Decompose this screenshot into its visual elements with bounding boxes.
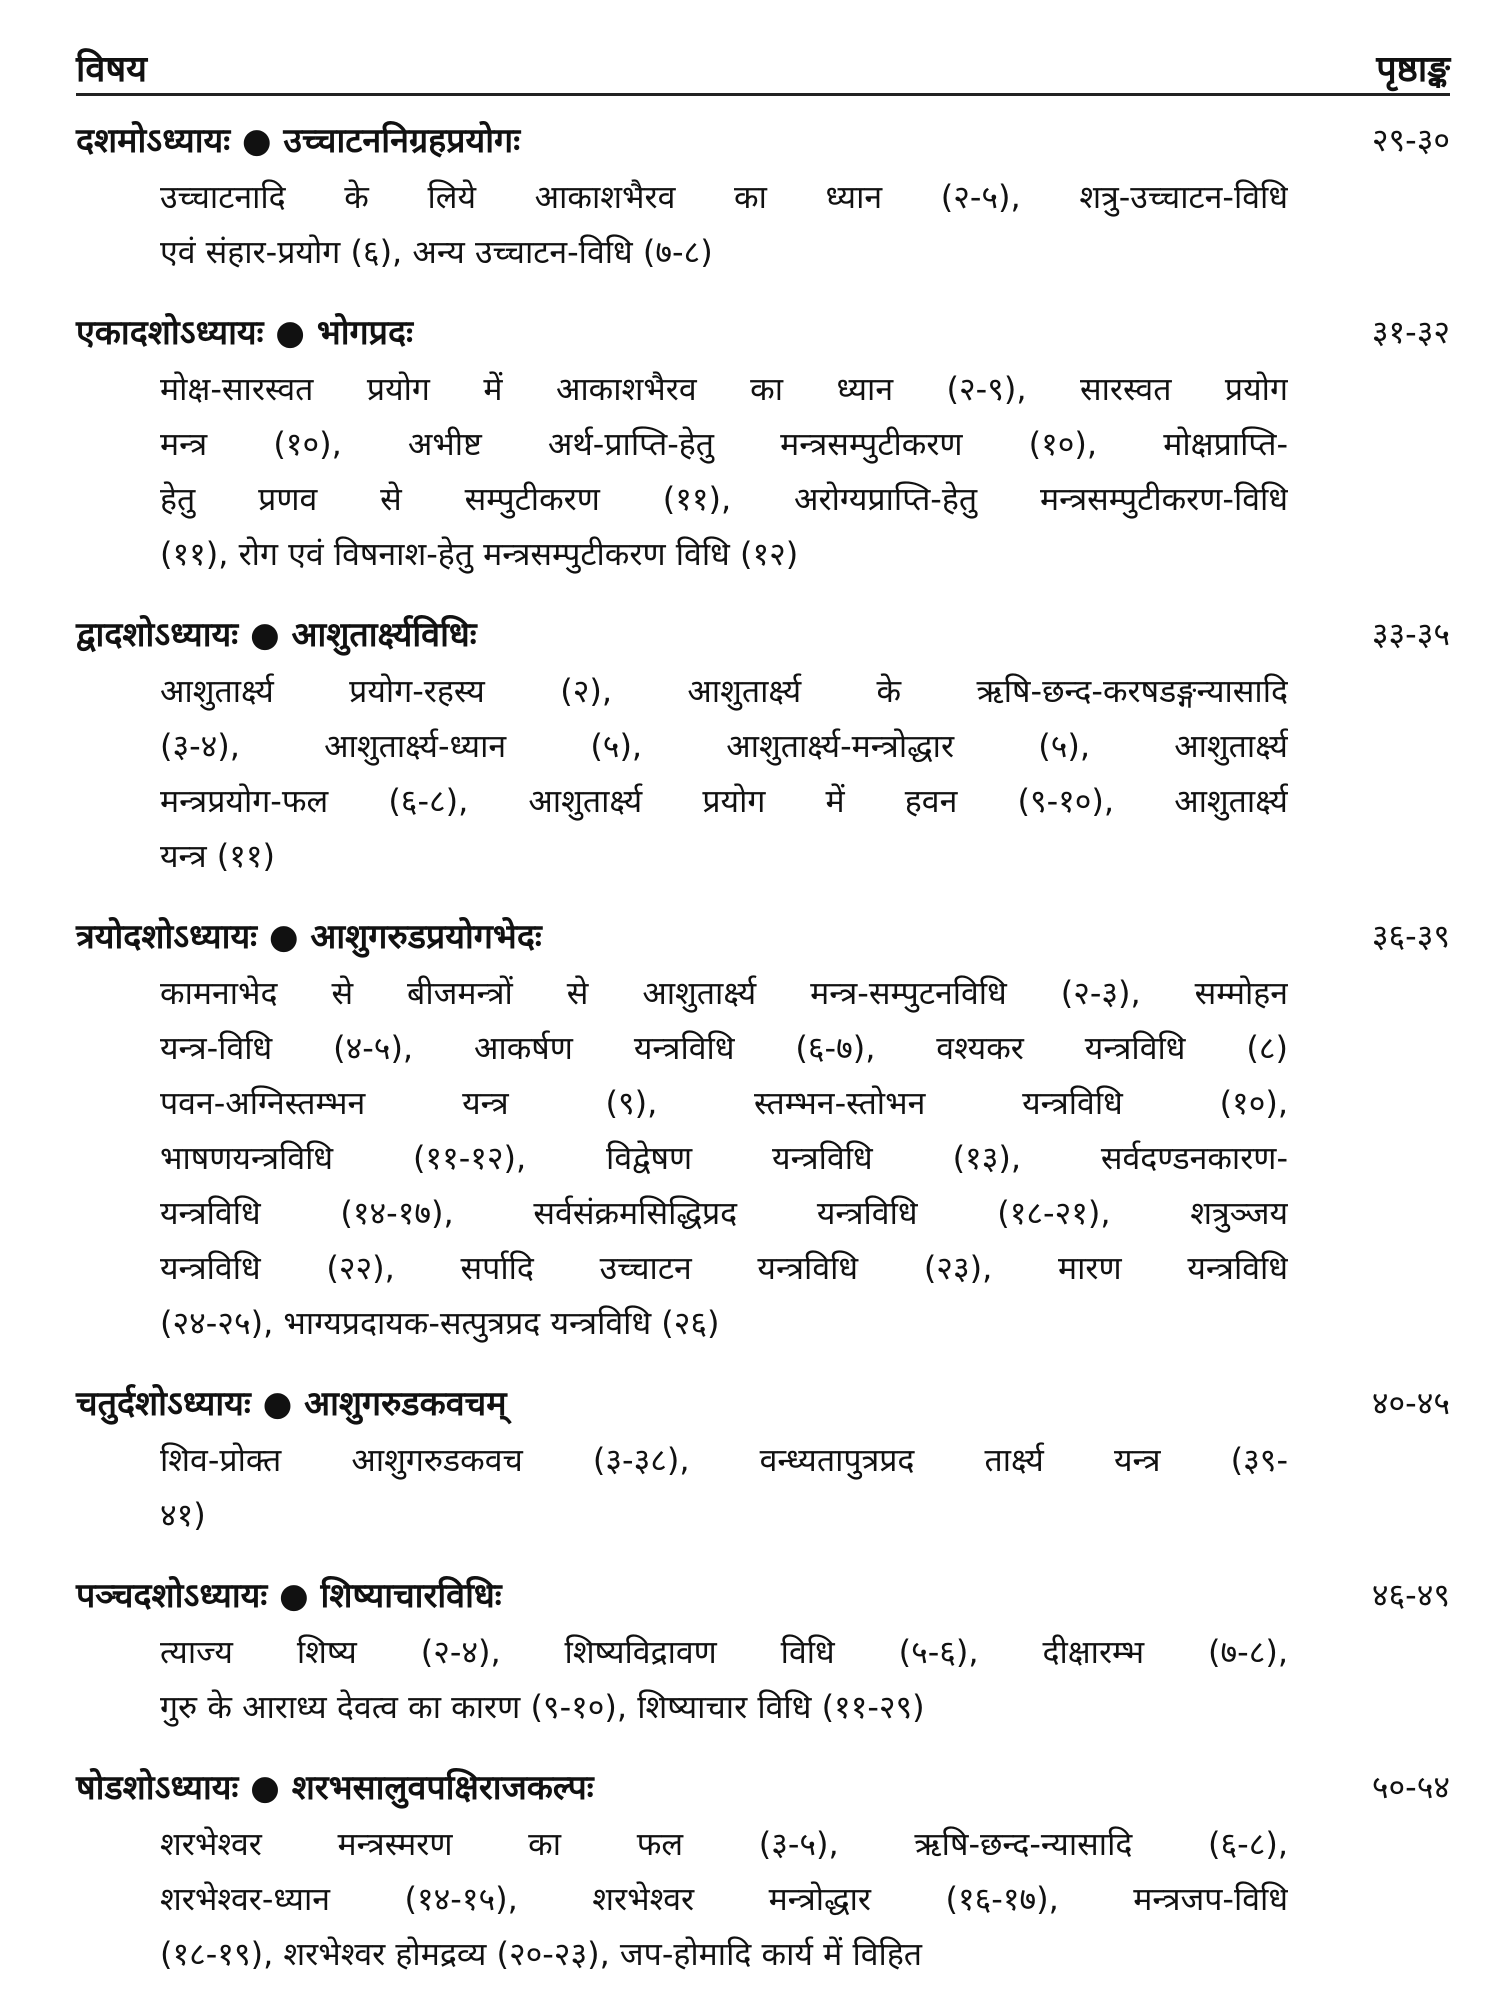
chapter-contents	[160, 362, 1288, 582]
content-line: हेतु प्रणव से सम्पुटीकरण (११), अरोग्यप्राप्ति-हेतु मन्त्रसम्पुटीकरण-विधि	[160, 480, 1288, 518]
content-line: (११), रोग एवं विषनाश-हेतु मन्त्रसम्पुटीकरण विधि (१२)	[160, 535, 799, 573]
content-line: त्याज्य शिष्य (२-४), शिष्यविद्रावण विधि (५-६), दीक्षारम्भ (७-८),	[160, 1633, 1288, 1671]
page-range: ४०-४५	[1371, 1383, 1450, 1422]
page-range: ३३-३५	[1371, 614, 1450, 653]
content-line: उच्चाटनादि के लिये आकाशभैरव का ध्यान (२-५), शत्रु-उच्चाटन-विधि	[160, 178, 1288, 216]
toc-section	[76, 1563, 1450, 1735]
content-line: गुरु के आराध्य देवत्व का कारण (९-१०), शिष्याचार विधि (११-२९)	[160, 1688, 925, 1726]
content-line: यन्त्रविधि (२२), सर्पादि उच्चाटन यन्त्रविधि (२३), मारण यन्त्रविधि	[160, 1249, 1288, 1287]
content-line: शरभेश्वर मन्त्रस्मरण का फल (३-५), ऋषि-छन्द-न्यासादि (६-८),	[160, 1825, 1288, 1863]
content-line: यन्त्रविधि (१४-१७), सर्वसंक्रमसिद्धिप्रद यन्त्रविधि (१८-२१), शत्रुञ्जय	[160, 1194, 1288, 1232]
chapter-contents	[160, 664, 1288, 884]
chapter-title: एकादशोऽध्यायः ● भोगप्रदः	[76, 313, 413, 353]
page-range: ३१-३२	[1371, 312, 1450, 351]
chapter-contents	[160, 1625, 1288, 1735]
toc-section	[76, 904, 1450, 1351]
content-line: मन्त्रप्रयोग-फल (६-८), आशुतार्क्ष्य प्रयोग में हवन (९-१०), आशुतार्क्ष्य	[160, 782, 1288, 820]
toc-section	[76, 300, 1450, 582]
content-line: पवन-अग्निस्तम्भन यन्त्र (९), स्तम्भन-स्तोभन यन्त्रविधि (१०),	[160, 1084, 1288, 1122]
table-of-contents	[76, 108, 1450, 2002]
chapter-title: पञ्चदशोऽध्यायः ● शिष्याचारविधिः	[76, 1576, 502, 1616]
chapter-contents	[160, 1817, 1288, 1982]
content-line: मन्त्र (१०), अभीष्ट अर्थ-प्राप्ति-हेतु मन्त्रसम्पुटीकरण (१०), मोक्षप्राप्ति-	[160, 425, 1288, 463]
content-line: यन्त्र-विधि (४-५), आकर्षण यन्त्रविधि (६-७), वश्यकर यन्त्रविधि (८)	[160, 1029, 1288, 1067]
content-line: भाषणयन्त्रविधि (११-१२), विद्वेषण यन्त्रविधि (१३), सर्वदण्डनकारण-	[160, 1139, 1288, 1177]
chapter-heading-row	[76, 300, 1450, 362]
chapter-title: त्रयोदशोऽध्यायः ● आशुगरुडप्रयोगभेदः	[76, 917, 542, 957]
page-range: ४६-४९	[1371, 1575, 1450, 1614]
header-rule	[76, 93, 1450, 96]
chapter-title: द्वादशोऽध्यायः ● आशुतार्क्ष्यविधिः	[76, 615, 477, 655]
chapter-title: चतुर्दशोऽध्यायः ● आशुगरुडकवचम्	[76, 1384, 507, 1424]
chapter-heading-row	[76, 602, 1450, 664]
chapter-heading-row	[76, 1371, 1450, 1433]
toc-section	[76, 108, 1450, 280]
chapter-contents	[160, 966, 1288, 1351]
content-line: (३-४), आशुतार्क्ष्य-ध्यान (५), आशुतार्क्ष्य-मन्त्रोद्धार (५), आशुतार्क्ष्य	[160, 727, 1288, 765]
content-line: (२४-२५), भाग्यप्रदायक-सत्पुत्रप्रद यन्त्रविधि (२६)	[160, 1304, 720, 1342]
content-line: कामनाभेद से बीजमन्त्रों से आशुतार्क्ष्य मन्त्र-सम्पुटनविधि (२-३), सम्मोहन	[160, 974, 1288, 1012]
content-line: (१८-१९), शरभेश्वर होमद्रव्य (२०-२३), जप-होमादि कार्य में विहित	[160, 1935, 923, 1973]
chapter-title: दशमोऽध्यायः ● उच्चाटननिग्रहप्रयोगः	[76, 121, 521, 161]
subject-column-heading: विषय	[76, 49, 148, 90]
toc-section	[76, 602, 1450, 884]
content-line: आशुतार्क्ष्य प्रयोग-रहस्य (२), आशुतार्क्ष्य के ऋषि-छन्द-करषडङ्गन्यासादि	[160, 672, 1288, 710]
content-line: ४१)	[160, 1496, 206, 1534]
content-line: एवं संहार-प्रयोग (६), अन्य उच्चाटन-विधि (७-८)	[160, 233, 713, 271]
chapter-title: षोडशोऽध्यायः ● शरभसालुवपक्षिराजकल्पः	[76, 1768, 594, 1808]
page-column-heading: पृष्ठाङ्क	[1376, 49, 1450, 90]
content-line: शरभेश्वर-ध्यान (१४-१५), शरभेश्वर मन्त्रोद्धार (१६-१७), मन्त्रजप-विधि	[160, 1880, 1288, 1918]
chapter-contents	[160, 170, 1288, 280]
chapter-heading-row	[76, 1755, 1450, 1817]
toc-section	[76, 1755, 1450, 1982]
content-line: मोक्ष-सारस्वत प्रयोग में आकाशभैरव का ध्यान (२-९), सारस्वत प्रयोग	[160, 370, 1288, 408]
content-line: शिव-प्रोक्त आशुगरुडकवच (३-३८), वन्ध्यतापुत्रप्रद तार्क्ष्य यन्त्र (३९-	[160, 1441, 1288, 1479]
chapter-heading-row	[76, 904, 1450, 966]
page-range: ३६-३९	[1371, 916, 1450, 955]
chapter-contents	[160, 1433, 1288, 1543]
toc-header	[76, 30, 1450, 92]
chapter-heading-row	[76, 1563, 1450, 1625]
toc-section	[76, 1371, 1450, 1543]
page-range: २९-३०	[1371, 120, 1450, 159]
content-line: यन्त्र (११)	[160, 837, 276, 875]
page-range: ५०-५४	[1371, 1767, 1450, 1806]
chapter-heading-row	[76, 108, 1450, 170]
